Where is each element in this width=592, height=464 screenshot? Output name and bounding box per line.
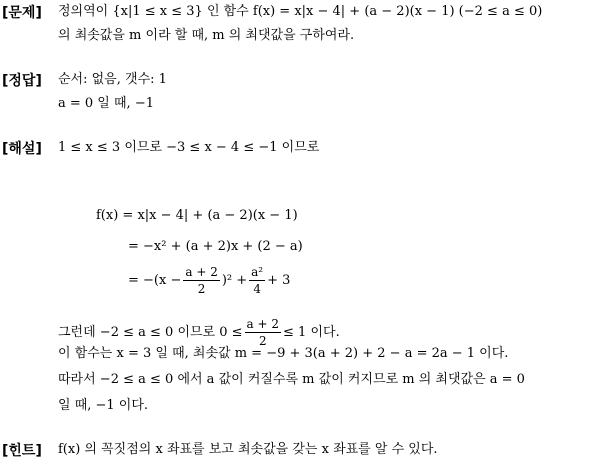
answer-text-line1: 순서: 없음, 갯수: 1 (58, 72, 167, 87)
solution-line4: 따라서 −2 ≤ a ≤ 0 에서 a 값이 커질수록 m 값이 커지므로 m 의 최댓값은 a = 0 (58, 372, 525, 387)
solution-line3: 이 함수는 x = 3 일 때, 최솟값 m = −9 + 3(a + 2) + 2 − a = 2a − 1 이다. (58, 346, 509, 361)
problem-tag: [문제] (2, 5, 42, 21)
hint-tag: [힌트] (2, 443, 42, 459)
solution-line5: 일 때, −1 이다. (58, 398, 149, 413)
fraction-denominator: 2 (197, 282, 206, 296)
eq3-mid: )² + (221, 272, 248, 288)
equation-line-2: = −x² + (a + 2)x + (2 − a) (128, 239, 303, 254)
fraction-denominator: 4 (253, 282, 261, 296)
problem-text-line2: 의 최솟값을 m 이라 할 때, m 의 최댓값을 구하여라. (58, 28, 355, 43)
solution-line1: 1 ≤ x ≤ 3 이므로 −3 ≤ x − 4 ≤ −1 이므로 (58, 140, 320, 155)
fraction-numerator: a + 2 (185, 265, 218, 279)
fraction-numerator: a² (251, 265, 264, 279)
equation-line-3 (128, 264, 290, 297)
solution-tag: [해설] (2, 141, 42, 157)
fraction-a-plus-2-over-2 (183, 264, 219, 297)
line2-pre: 그런데 −2 ≤ a ≤ 0 이므로 0 ≤ (58, 324, 243, 340)
problem-text-line1: 정의역이 {x|1 ≤ x ≤ 3} 인 함수 f(x) = x|x − 4| + (a − 2)(x − 1) (−2 ≤ a ≤ 0) (58, 4, 543, 19)
fraction-a-squared-over-4 (249, 264, 265, 297)
equation-line-1: f(x) = x|x − 4| + (a − 2)(x − 1) (96, 208, 298, 223)
solution-section (0, 138, 592, 423)
fraction-numerator: a + 2 (246, 317, 280, 331)
hint-text-line1: f(x) 의 꼭짓점의 x 좌표를 보고 최솟값을 갖는 x 좌표를 알 수 있다. (58, 442, 438, 457)
answer-text-line2: a = 0 일 때, −1 (58, 96, 154, 111)
eq3-post: + 3 (267, 272, 291, 288)
answer-tag: [정답] (2, 73, 42, 89)
fraction-denominator: 2 (258, 334, 267, 348)
eq3-pre: = −(x − (128, 272, 182, 288)
line2-post: ≤ 1 이다. (283, 324, 340, 340)
